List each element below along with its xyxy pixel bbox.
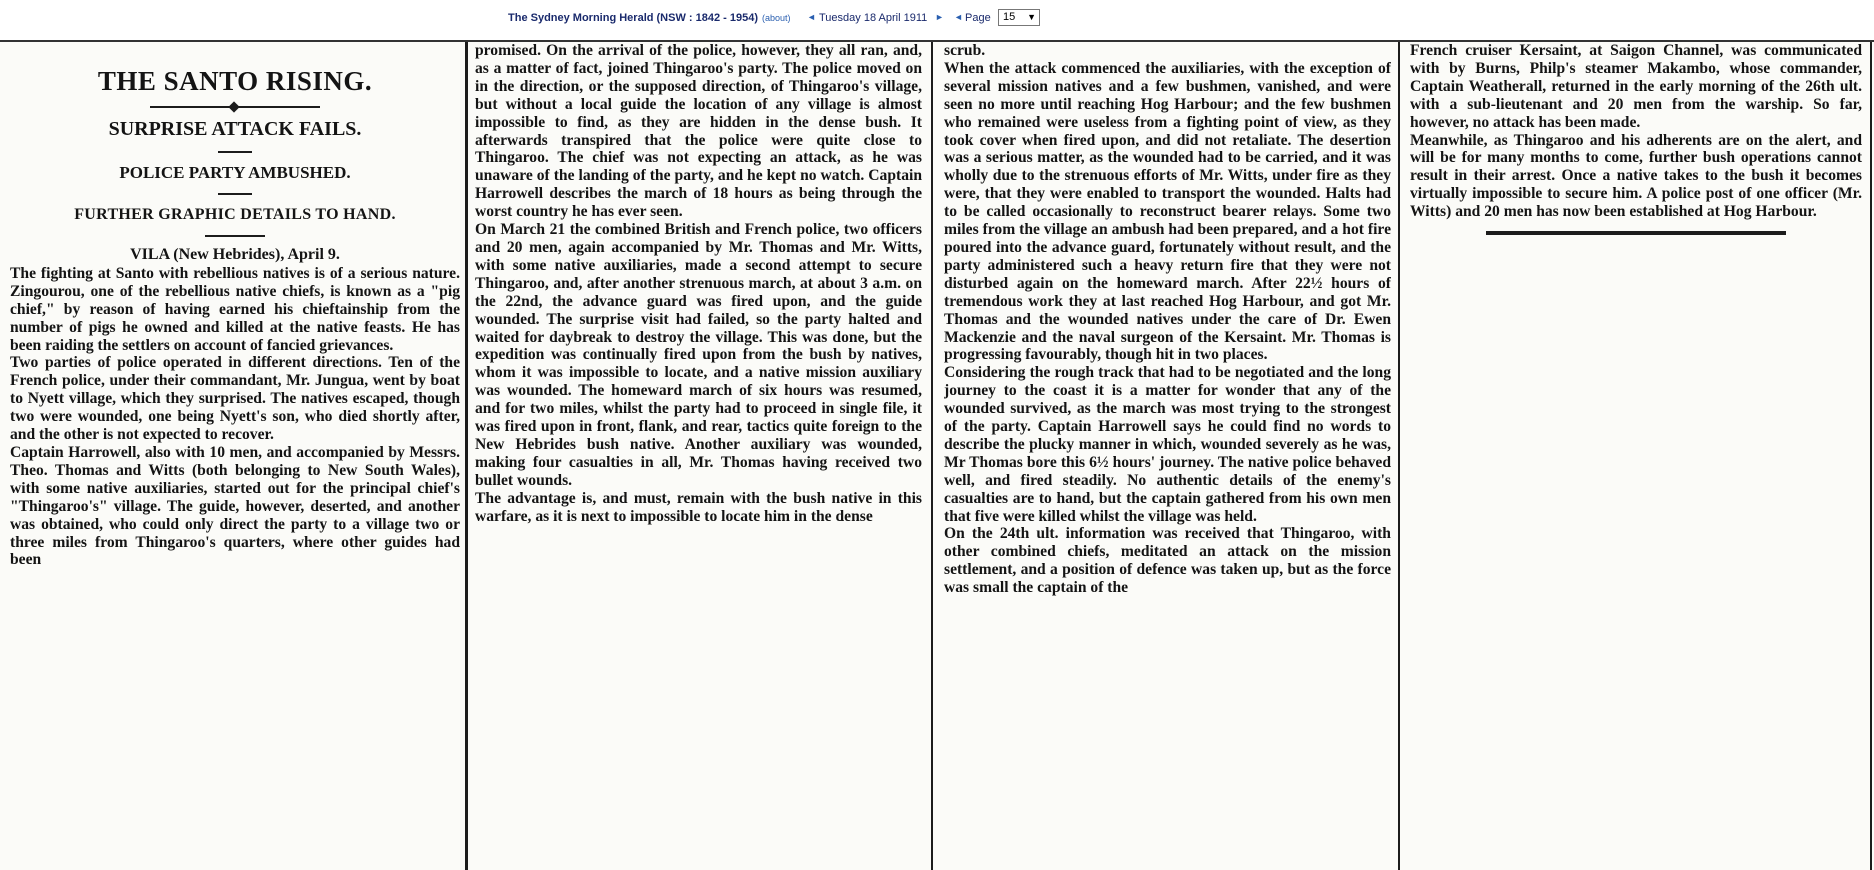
paragraph: The fighting at Santo with rebellious natives is of a serious nature. Zingourou, one of the rebellious native chiefs, is known as a "pig chief," by reason of having earned his chieftainship from the number of pigs he owned and killed at the native feasts. He has been raiding the settlers on account of fancied grievances. [10,264,460,354]
paragraph: On March 21 the combined British and French police, two officers and 20 men, again accompanied by Mr. Thomas and Mr. Witts, with some native auxiliaries, made a second attempt to secure Thingaroo, and, after another strenuous march, at about 3 a.m. on the 22nd, the advance guard was fired upon, and the guide wounded. The surprise visit had failed, so the party halted and waited for daybreak to destroy the village. This was done, but the expedition was continually fired upon from the bush by natives, whom it was impossible to locate, and a native mission auxiliary was wounded. The homeward march of six hours was resumed, and for two miles, whilst the party had to proceed in single file, it was fired upon in front, flank, and rear, tactics quite foreign to the New Hebrides bush native. Another auxiliary was wounded, making four casualties in all, Mr. Thomas having received two bullet wounds. [475,221,922,489]
ornament-rule [150,106,320,108]
viewer-toolbar [0,0,1874,42]
divider [205,235,265,237]
column-rule [931,42,933,870]
issue-date-link[interactable]: Tuesday 18 April 1911 [819,12,928,24]
paragraph: Captain Harrowell, also with 10 men, and accompanied by Messrs. Theo. Thomas and Witts (both belonging to New South Wales), with some native auxiliaries, started out for the principal chief's "Thingaroo's" village. The guide, however, deserted, and another was obtained, who could only direct the party to a village two or three miles from Thingaroo's quarters, where other guides had been [10,443,460,569]
paragraph: Considering the rough track that had to be negotiated and the long journey to the coast it is a matter for wonder that any of the wounded survived, as the march was most trying to the strongest of the party. Captain Harrowell says he could find no words to describe the plucky manner in which, wounded severely as he was, Mr Thomas bore this 6½ hours' journey. The native police behaved well, and fired steadily. No authentic details of the enemy's casualties are to hand, but the captain gathered from his own men that five were killed whilst the village was held. [944,364,1391,525]
previous-page-arrow-icon[interactable]: ◄ [954,12,963,22]
subheadline-3: FURTHER GRAPHIC DETAILS TO HAND. [74,206,396,223]
article-end-rule [1486,231,1786,235]
page-select[interactable] [998,9,1040,26]
subheadline-2: POLICE PARTY AMBUSHED. [119,163,351,182]
diamond-ornament-icon [228,101,239,112]
publication-title-link[interactable]: The Sydney Morning Herald (NSW : 1842 - 1954) [508,12,759,24]
next-date-arrow-icon[interactable]: ► [935,12,944,22]
article-column-3 [944,42,1391,870]
paragraph: The advantage is, and must, remain with the bush native in this warfare, as it is next to impossible to locate him in the dense [475,489,922,525]
divider [218,151,252,153]
dateline: VILA (New Hebrides), April 9. [130,246,340,263]
paragraph: Meanwhile, as Thingaroo and his adherents are on the alert, and will be for many months to come, further bush operations cannot result in their arrest. Once a native takes to the bush it becomes virtually impossible to secure him. A police post of one officer (Mr. Witts) and 20 men has now been established at Hog Harbour. [1410,131,1862,221]
chevron-down-icon: ▼ [1027,12,1036,22]
paragraph: When the attack commenced the auxiliaries, with the exception of several mission natives and a few bushmen, vanished, and were seen no more until reaching Hog Harbour; and the few bushmen who remained were useless from a fighting point of view, as they took cover when fired upon, and did not retaliate. The desertion was a serious matter, as the wounded had to be carried, and it was wholly due to the strenuous efforts of Mr. Witts, under fire as they were, that they were enabled to transport the wounded. Halts had to be called occasionally to reconstruct bearer relays. Some two miles from the village an ambush had been prepared, and a hot fire poured into the advance guard, fortunately without result, and the party administered such a heavy return fire that they were not disturbed again on the homeward march. After 22½ hours of tremendous work they at last reached Hog Harbour, and got Mr. Thomas and the wounded natives under the care of Dr. Ewen Mackenzie and the naval surgeon of the Kersaint. Mr. Thomas is progressing favourably, though hit in two places. [944,59,1391,364]
paragraph: French cruiser Kersaint, at Saigon Channel, was communicated with by Burns, Philp's steamer Makambo, whose commander, Captain Weatherall, returned in the early morning of the 26th ult. with a sub-lieutenant and 20 men from the warship. So far, however, no attack has been made. [1410,42,1862,131]
column-rule [1870,42,1872,870]
page-label: Page [965,12,991,24]
divider [218,193,252,195]
article-column-1 [10,42,460,870]
headline: THE SANTO RISING. [97,66,373,96]
paragraph: Two parties of police operated in different directions. Ten of the French police, under their commandant, Mr. Jungua, went by boat to Nyett village, which they surprised. The natives escaped, though two were wounded, one being Nyett's son, who died shortly after, and the other is not expected to recover. [10,354,460,444]
previous-date-arrow-icon[interactable]: ◄ [807,12,816,22]
paragraph: scrub. [944,42,986,59]
about-link[interactable]: (about) [762,13,791,23]
newspaper-page [0,42,1874,870]
paragraph: On the 24th ult. information was received that Thingaroo, with other combined chiefs, meditated an attack on the mission settlement, and a position of defence was taken up, but as the force was small the captain of the [944,525,1391,597]
article-column-2 [475,42,922,870]
paragraph: promised. On the arrival of the police, however, they all ran, and, as a matter of fact, joined Thingaroo's party. The police moved on in the direction, or the supposed direction, of Thingaroo's village, but without a local guide the location of any village is almost impossible to find, as they are hidden in the dense bush. It afterwards transpired that the police were quite close to Thingaroo. The chief was not expecting an attack, as he was unaware of the landing of the party, and he kept no watch. Captain Harrowell describes the march of 18 hours as being through the worst country he has ever seen. [475,42,922,221]
column-rule [465,42,468,870]
page-select-value: 15 [1003,11,1016,23]
column-rule [1398,42,1400,870]
article-column-4 [1410,42,1862,870]
subheadline-1: SURPRISE ATTACK FAILS. [108,118,362,140]
